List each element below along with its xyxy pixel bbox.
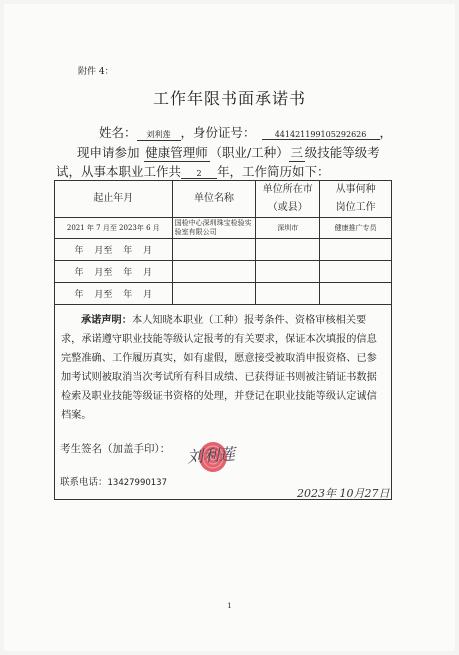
years-prefix: 试，从事本职业工作共 (56, 164, 182, 179)
years-suffix: 年，工作简历如下： (217, 164, 330, 179)
header-post (320, 181, 392, 218)
name-field[interactable]: 刘利莲 (137, 129, 181, 141)
cell-company[interactable] (172, 261, 256, 283)
level-field[interactable]: 三 (290, 145, 303, 160)
handwritten-signature: 刘利莲 (186, 444, 236, 467)
table-header-row (55, 181, 392, 218)
cell-company[interactable]: 国检中心深圳珠宝检验实验室有限公司 (172, 218, 256, 239)
pledge-text: 本人知晓本职业（工种）报考条件、资格审核相关要求，承诺遵守职业技能等级认定报考的有关要求，保证本次填报的信息完整准确、工作履历真实，如有虚假，愿意接受被取消申报资格、已参加考试则被取消当次考试所有科目成绩、已获得证书则被注销证书数据检索及职业技能等级证书资格的处理，并登记在职业技能等级认定诚信档案。 (61, 315, 377, 421)
table-row (55, 283, 392, 305)
years-field[interactable]: 2 (181, 169, 217, 179)
pledge-lead: 承诺声明： (81, 314, 132, 326)
cell-post[interactable] (320, 239, 392, 261)
id-label: ，身份证号： (180, 125, 256, 140)
years-line (56, 162, 330, 180)
cell-city[interactable]: 深圳市 (256, 218, 320, 239)
cell-company[interactable] (172, 283, 256, 305)
level-suffix: 级技能等级考 (304, 145, 380, 160)
sign-date: 2023年 10月27日 (297, 487, 390, 500)
phone-label: 联系电话： (60, 477, 108, 488)
cell-city[interactable] (256, 261, 320, 283)
apply-line (77, 143, 380, 162)
name-label: 姓名： (99, 125, 137, 140)
cell-city[interactable] (256, 239, 320, 261)
table-row (55, 239, 392, 261)
cell-post[interactable] (320, 261, 392, 283)
header-post-line2: 岗位工作 (335, 202, 376, 213)
cell-post[interactable]: 健康推广专员 (320, 218, 392, 239)
id-tail: ， (379, 125, 393, 140)
table-row (55, 261, 392, 283)
occupation-mid: （职业/工种） (209, 145, 289, 160)
page-number: 1 (227, 602, 232, 610)
cell-period[interactable]: 年 月至 年 月 (55, 283, 173, 305)
cell-city[interactable] (256, 283, 320, 305)
document-title: 工作年限书面承诺书 (152, 89, 306, 108)
id-number-field[interactable]: 441421199105292626 (262, 130, 380, 140)
header-city-line1: 单位所在市 (262, 184, 313, 195)
apply-prefix: 现申请参加 (77, 145, 140, 160)
phone-line (60, 474, 167, 488)
cell-company[interactable] (172, 239, 256, 261)
cell-period[interactable]: 2021 年 7 月至 2023年 6 月 (55, 218, 173, 239)
header-city (256, 181, 320, 218)
cell-post[interactable] (320, 283, 392, 305)
cell-period[interactable]: 年 月至 年 月 (55, 261, 173, 283)
header-company: 单位名称 (172, 181, 256, 218)
occupation-field[interactable]: 健康管理师 (145, 145, 208, 160)
phone-value: 13427990137 (107, 478, 168, 488)
header-city-line2: （或县） (267, 202, 308, 213)
attachment-label: 附件 4： (78, 67, 114, 77)
cell-period[interactable]: 年 月至 年 月 (55, 239, 173, 261)
name-id-line (99, 123, 392, 141)
signature-label: 考生签名（加盖手印）： (60, 443, 171, 455)
header-period: 起止年月 (55, 181, 173, 218)
table-row (55, 218, 392, 239)
header-post-line1: 从事何种 (335, 184, 376, 195)
